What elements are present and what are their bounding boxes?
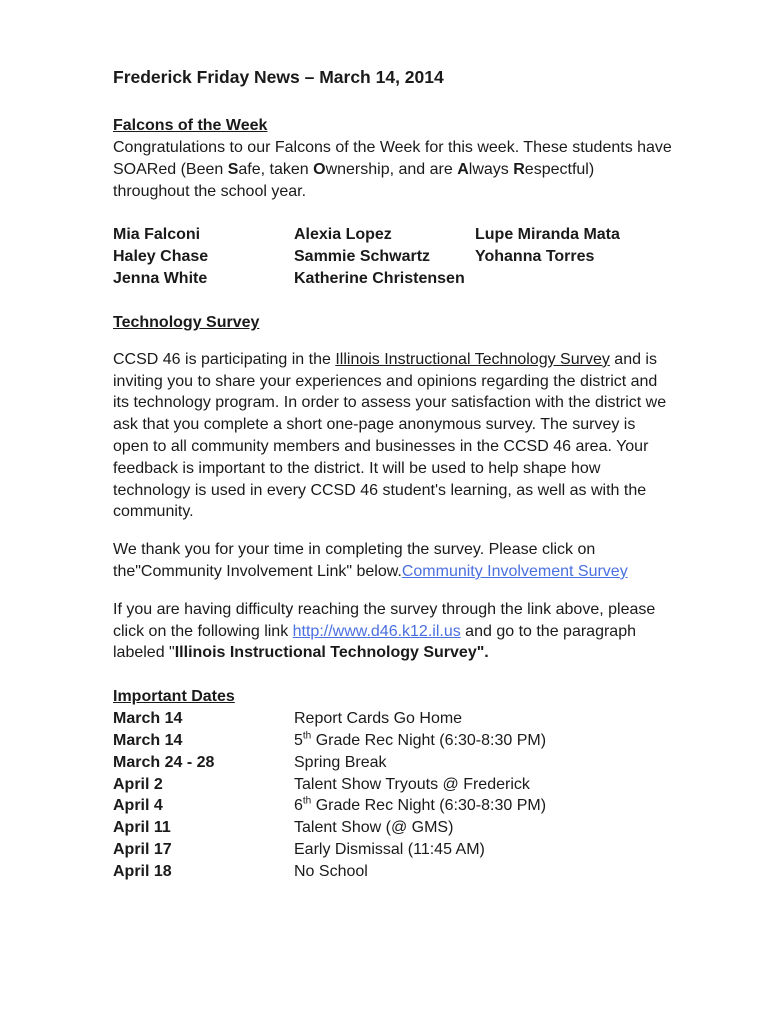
falcons-heading: Falcons of the Week (113, 117, 268, 134)
date-event: Talent Show (@ GMS) (294, 819, 454, 837)
survey-paragraph-2: We thank you for your time in completing the survey. Please click on the"Community Involvement Link" below.Community Involvement Survey (113, 541, 628, 580)
newsletter-page (113, 64, 673, 883)
important-dates-list (113, 708, 673, 882)
dates-heading: Important Dates (113, 688, 235, 706)
survey-paragraph-1: CCSD 46 is participating in the Illinois Instructional Technology Survey and is inviting you to share your experiences and opinions regarding the district and its technology program. In order to assess your satisfaction with the district we ask that you complete a short one-page anonymous survey. The survey is open to all community members and businesses in the CCSD 46 area. Your feedback is important to the district. It will be used to help shape how technology is used in every CCSD 46 student's learning, as well as with the community. (113, 350, 667, 521)
survey-heading: Technology Survey (113, 313, 260, 331)
student-name: Jenna White (113, 269, 208, 287)
student-name: Yohanna Torres (475, 248, 595, 266)
student-name: Katherine Christensen (294, 269, 465, 287)
student-name: Alexia Lopez (294, 226, 392, 244)
student-name (475, 268, 675, 290)
district-website-link[interactable]: http://www.d46.k12.il.us (292, 622, 461, 640)
date-label: April 2 (113, 775, 163, 793)
survey-paragraph-3: If you are having difficulty reaching the survey through the link above, please click on the following link http://www.d46.k12.il.us and go to the paragraph labeled "Illinois Instructional Technology Survey". (113, 600, 656, 662)
falcons-intro: Congratulations to our Falcons of the Week for this week. These students have SOARed (Been Safe, taken Ownership, and are Always Respectful) throughout the school year. (113, 139, 672, 200)
date-label: March 14 (113, 710, 183, 728)
date-label: April 11 (113, 819, 171, 837)
student-name: Sammie Schwartz (294, 248, 431, 266)
student-name: Haley Chase (113, 248, 209, 266)
illinois-survey-link[interactable]: Illinois Instructional Technology Survey (335, 350, 610, 368)
date-event: Report Cards Go Home (294, 710, 463, 728)
date-label: March 14 (113, 731, 183, 749)
student-name: Lupe Miranda Mata (475, 226, 620, 244)
date-event: 6th Grade Rec Night (6:30-8:30 PM) (294, 796, 547, 815)
date-event: 5th Grade Rec Night (6:30-8:30 PM) (294, 730, 547, 749)
date-event: No School (294, 862, 368, 880)
falcons-names-grid (113, 224, 673, 289)
community-survey-link[interactable]: Community Involvement Survey (401, 562, 628, 580)
date-event: Early Dismissal (11:45 AM) (294, 840, 485, 858)
date-label: April 18 (113, 862, 172, 880)
date-label: March 24 - 28 (113, 753, 215, 771)
date-event: Spring Break (294, 753, 387, 771)
date-label: April 17 (113, 840, 172, 858)
student-name: Mia Falconi (113, 226, 201, 244)
date-event: Talent Show Tryouts @ Frederick (294, 775, 530, 793)
date-label: April 4 (113, 797, 163, 815)
newsletter-title: Frederick Friday News – March 14, 2014 (113, 67, 444, 87)
